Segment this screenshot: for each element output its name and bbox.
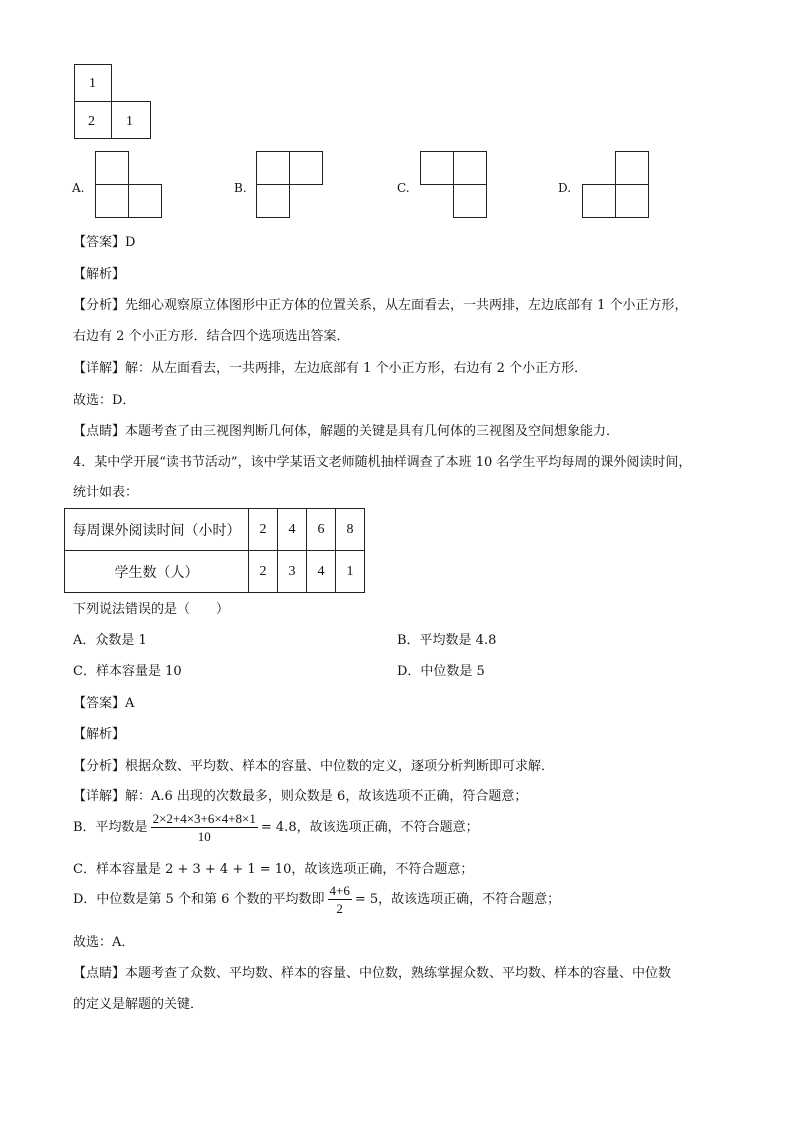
q4-analysis: 【分析】根据众数、平均数、样本的容量、中位数的定义，逐项分析判断即可求解． — [73, 759, 555, 774]
q3-analysis-title: 【解析】 — [73, 267, 126, 282]
mean-fraction-denominator: 10 — [197, 829, 211, 844]
figure-number-bottom-right: 1 — [126, 114, 133, 129]
square — [453, 184, 487, 218]
table-row — [65, 551, 365, 593]
q4-option-c: C．样本容量是 10 — [73, 664, 182, 679]
option-label-c: C. — [397, 181, 410, 195]
table-row — [65, 509, 365, 551]
square — [128, 184, 162, 218]
square — [420, 151, 454, 185]
median-fraction-numerator: 4+6 — [329, 883, 350, 898]
q4-detail-b — [73, 812, 479, 843]
q4-stem-line2: 统计如表： — [73, 485, 139, 500]
option-label-b: B. — [234, 181, 247, 195]
square — [582, 184, 616, 218]
q4-option-d: D．中位数是 5 — [397, 664, 485, 679]
reading-time-table — [64, 508, 365, 593]
table-cell: 1 — [336, 551, 365, 593]
q3-answer: 【答案】D — [73, 235, 136, 250]
q4-detail-b-suffix: = 4.8，故该选项正确，不符合题意； — [260, 820, 479, 835]
table-cell: 2 — [249, 551, 278, 593]
square — [95, 184, 129, 218]
q4-stem-line1: 4．某中学开展“读书节活动”，该中学某语文老师随机抽样调查了本班 10 名学生平均每周的课外阅读时间， — [73, 455, 692, 470]
table-header-hours: 每周课外阅读时间（小时） — [65, 509, 249, 551]
square — [95, 151, 129, 185]
table-cell: 8 — [336, 509, 365, 551]
square — [256, 184, 290, 218]
q3-choose: 故选：D． — [73, 393, 136, 408]
q4-detail-a: 【详解】解：A.6 出现的次数最多，则众数是 6，故该选项不正确，符合题意； — [73, 789, 528, 804]
q3-analysis-line2: 右边有 2 个小正方形．结合四个选项选出答案． — [73, 329, 350, 344]
q4-analysis-title: 【解析】 — [73, 727, 126, 742]
q4-comment-line2: 的定义是解题的关键． — [73, 997, 204, 1012]
q4-question: 下列说法错误的是（ ） — [73, 602, 230, 617]
q4-detail-d — [73, 884, 560, 915]
square — [615, 184, 649, 218]
q4-option-a: A．众数是 1 — [73, 633, 147, 648]
table-cell: 4 — [278, 509, 307, 551]
table-header-students: 学生数（人） — [65, 551, 249, 593]
q3-analysis-line1: 【分析】先细心观察原立体图形中正方体的位置关系，从左面看去，一共两排，左边底部有 1 个小正方形， — [73, 298, 688, 313]
q4-answer: 【答案】A — [73, 696, 135, 711]
table-cell: 6 — [307, 509, 336, 551]
square — [615, 151, 649, 185]
q4-comment-line1: 【点睛】本题考查了众数、平均数、样本的容量、中位数，熟练掌握众数、平均数、样本的容量、中位数 — [73, 966, 672, 981]
mean-fraction-numerator: 2×2+4×3+6×4+8×1 — [152, 811, 256, 826]
table-cell: 3 — [278, 551, 307, 593]
q4-detail-d-prefix: D．中位数是第 5 个和第 6 个数的平均数即 — [73, 892, 325, 907]
table-cell: 2 — [249, 509, 278, 551]
median-fraction-denominator: 2 — [336, 901, 343, 916]
q4-detail-b-prefix: B．平均数是 — [73, 820, 148, 835]
q4-detail-c: C．样本容量是 2 + 3 + 4 + 1 = 10，故该选项正确，不符合题意； — [73, 862, 474, 877]
square — [453, 151, 487, 185]
q4-option-b: B．平均数是 4.8 — [397, 633, 497, 648]
figure-number-bottom-left: 2 — [88, 114, 95, 129]
q3-comment: 【点睛】本题考查了由三视图判断几何体，解题的关键是具有几何体的三视图及空间想象能力． — [73, 424, 620, 439]
q4-choose: 故选：A． — [73, 935, 135, 950]
option-label-d: D. — [558, 181, 572, 195]
q3-detail: 【详解】解：从左面看去，一共两排，左边底部有 1 个小正方形，右边有 2 个小正方形． — [73, 361, 588, 376]
median-fraction — [328, 884, 352, 915]
square — [256, 151, 290, 185]
table-cell: 4 — [307, 551, 336, 593]
q4-detail-d-suffix: = 5，故该选项正确，不符合题意； — [354, 892, 561, 907]
mean-fraction — [151, 812, 258, 843]
square — [289, 151, 323, 185]
option-label-a: A. — [72, 181, 85, 195]
figure-number-top: 1 — [89, 76, 96, 91]
